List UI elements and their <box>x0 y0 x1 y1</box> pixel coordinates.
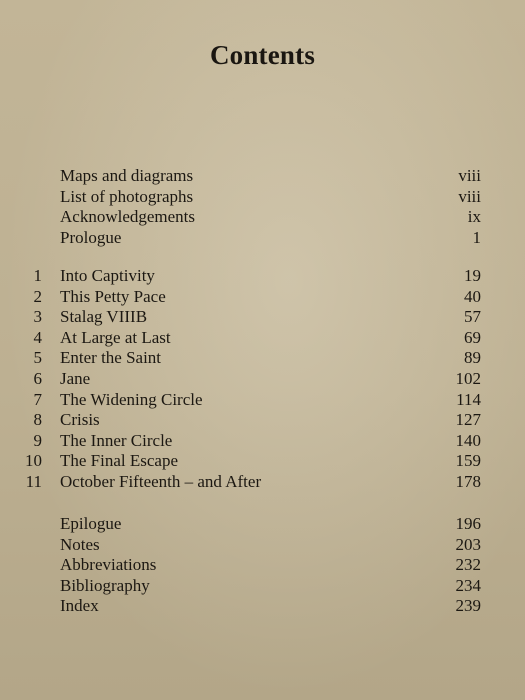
front-matter-list <box>0 166 525 248</box>
chapter-number: 5 <box>33 348 42 368</box>
chapter-page: 89 <box>464 348 481 368</box>
chapter-number: 7 <box>33 389 42 409</box>
toc-entry <box>0 514 525 535</box>
chapter-number: 6 <box>33 368 42 388</box>
toc-entry <box>0 166 525 187</box>
chapter-title: Into Captivity <box>60 266 155 285</box>
entry-label: Index <box>60 596 99 616</box>
entry-label: List of photographs <box>60 186 194 206</box>
entry-label: Bibliography <box>60 575 150 595</box>
chapter-entry <box>0 307 525 328</box>
chapter-page: 69 <box>464 327 481 347</box>
chapter-title: The Widening Circle <box>60 389 203 409</box>
chapter-number: 4 <box>33 327 42 347</box>
toc-entry <box>0 187 525 208</box>
toc-entry <box>0 576 525 597</box>
entry-page: 1 <box>472 227 481 247</box>
entry-page: 239 <box>455 596 481 616</box>
chapter-entry <box>0 266 525 287</box>
entry-page: 196 <box>455 514 481 533</box>
chapter-title: Jane <box>60 368 91 388</box>
chapter-title: October Fifteenth – and After <box>60 471 262 491</box>
chapter-title: The Inner Circle <box>60 430 173 450</box>
page-title: Contents <box>209 40 316 70</box>
entry-page: ix <box>467 207 481 227</box>
chapter-page: 159 <box>455 451 481 471</box>
entry-page: 234 <box>455 575 481 595</box>
chapter-title: This Petty Pace <box>60 286 166 306</box>
chapter-page: 19 <box>464 266 481 285</box>
chapter-title: Stalag VIIIB <box>60 307 148 327</box>
back-matter-list <box>0 514 525 617</box>
toc-entry <box>0 555 525 576</box>
chapter-title: At Large at Last <box>60 327 171 347</box>
chapter-number: 2 <box>33 286 42 306</box>
entry-page: viii <box>458 166 481 185</box>
chapter-number: 10 <box>25 451 42 471</box>
chapter-entry <box>0 451 525 472</box>
chapter-page: 40 <box>464 286 481 306</box>
chapter-page: 127 <box>455 410 481 430</box>
chapter-entry <box>0 410 525 431</box>
chapter-number: 11 <box>25 471 42 491</box>
chapter-entry <box>0 472 525 493</box>
chapter-page: 178 <box>455 471 481 491</box>
chapter-entry <box>0 287 525 308</box>
chapter-title: The Final Escape <box>60 451 179 471</box>
toc-entry <box>0 228 525 249</box>
entry-label: Notes <box>60 534 100 554</box>
entry-page: 203 <box>455 534 481 554</box>
chapter-entry <box>0 431 525 452</box>
entry-label: Acknowledgements <box>60 207 196 227</box>
chapter-number: 9 <box>33 430 42 450</box>
chapter-title: Enter the Saint <box>60 348 162 368</box>
entry-label: Prologue <box>60 227 122 247</box>
chapter-list <box>0 266 525 493</box>
chapter-entry <box>0 369 525 390</box>
entry-page: 232 <box>455 555 481 575</box>
toc-entry <box>0 207 525 228</box>
chapter-entry <box>0 390 525 411</box>
chapter-number: 1 <box>33 266 42 285</box>
entry-label: Epilogue <box>60 514 122 533</box>
entry-label: Maps and diagrams <box>60 166 194 185</box>
chapter-page: 114 <box>456 389 481 409</box>
chapter-entry <box>0 328 525 349</box>
chapter-page: 57 <box>464 307 481 327</box>
entry-page: viii <box>458 186 481 206</box>
toc-entry <box>0 535 525 556</box>
chapter-number: 3 <box>33 307 42 327</box>
chapter-page: 102 <box>455 368 481 388</box>
chapter-title: Crisis <box>60 410 100 430</box>
chapter-entry <box>0 348 525 369</box>
chapter-number: 8 <box>33 410 42 430</box>
toc-entry <box>0 596 525 617</box>
entry-label: Abbreviations <box>60 555 157 575</box>
chapter-page: 140 <box>455 430 481 450</box>
